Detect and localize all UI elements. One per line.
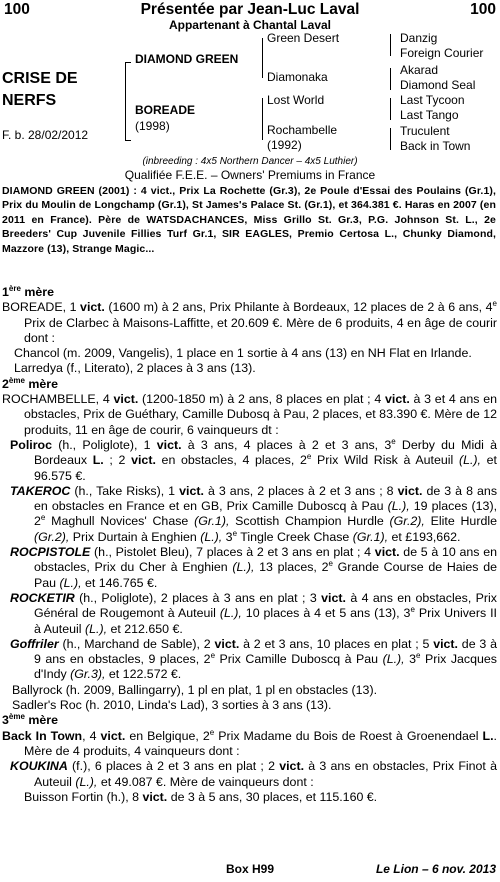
produce-goffriler: Goffriler (h., Marchand de Sable), 2 vict. à 2 et 3 ans, 10 places en plat ; 5 vict. de 3 à 9 ans en obstacles, 9 places, 2e Prix Camille Duboscq à Pau (L.), 3e Prix Jacques d'Indy (Gr.3), et 122.572 €. bbox=[10, 636, 497, 682]
ggp-7: Truculent bbox=[400, 124, 450, 138]
dam2-produce-ballyrock: Ballyrock (h. 2009, Ballingarry), 1 pl en plat, 1 pl en obstacles (13). bbox=[12, 682, 378, 697]
dam2-produce-sadlers-roc: Sadler's Roc (h. 2010, Linda's Lad), 3 sorties à 3 ans (13). bbox=[12, 698, 332, 713]
dam3-record: Back In Town, 4 vict. en Belgique, 2e Prix Madame du Bois de Roest à Groenendael L.. Mère de 4 produits, 4 vainqueurs dont : bbox=[2, 727, 497, 758]
horse-name-line2: NERFS bbox=[2, 92, 57, 109]
produce-rocpistole: ROCPISTOLE (h., Pistolet Bleu), 7 places à 2 et 3 ans en plat ; 4 vict. de 5 à 10 ans en obstacles, Prix du Cher à Enghien (L.), 13 places, 2e Grande Course de Haies de Pau (L.), et 146.765 €. bbox=[10, 545, 498, 590]
dam2-record: ROCHAMBELLE, 4 vict. (1200-1850 m) à 2 ans, 8 places en plat ; 4 vict. à 3 et 4 ans en obstacles, Prix de Guéthary, Camille Dubosq à Pau, 2 places, et 83.390 €. Mère de 12 produits, 11 en âge de courir, 6 vainqueurs dt : bbox=[2, 392, 498, 437]
ggp-1: Danzig bbox=[400, 31, 438, 45]
dam3-heading: 3ème mère bbox=[2, 712, 58, 728]
sale-info: Le Lion – 6 nov. 2013 bbox=[375, 862, 496, 876]
bracket-main-bottom bbox=[125, 140, 131, 141]
family-section bbox=[2, 285, 497, 805]
lot-number-left: 100 bbox=[4, 1, 30, 18]
pedigree-dam: BOREADE bbox=[135, 103, 196, 117]
sire-description: DIAMOND GREEN (2001) : 4 vict., Prix La Rochette (Gr.3), 2e Poule d'Essai des Poulains (Gr.1), Prix du Moulin de Longchamp (Gr.1), St James's Palace St. (Gr.1), et 364.381 €. Haras en 2007 (en 2011 en France). Père de WATSDACHANCES, Miss Grillo St. Gr.3, P.G. Johnson St. L., 2e Breeders' Cup Juvenile Fillies Turf Gr.1, SIR EAGLES, Premio Certosa L., Chunky Diamond, Mazzore (13), Strange Magic... bbox=[2, 185, 496, 255]
bracket-dam bbox=[262, 98, 263, 140]
box-number: Box H99 bbox=[225, 862, 275, 876]
bracket-g3-1 bbox=[390, 34, 391, 56]
pedigree-dam-year: (1998) bbox=[135, 119, 170, 133]
consignor-title: Présentée par Jean-Luc Laval bbox=[140, 1, 360, 18]
dam1-produce-2: Larredya (f., Literato), 2 places à 3 ans (13). bbox=[14, 361, 256, 376]
bracket-g3-2 bbox=[390, 68, 391, 90]
ggp-3: Akarad bbox=[400, 63, 439, 77]
pedigree-dam-dam: Rochambelle bbox=[267, 123, 338, 137]
dam1-heading: 1ère mère bbox=[2, 283, 54, 299]
pedigree-sire: DIAMOND GREEN bbox=[135, 52, 239, 66]
bracket-g3-4 bbox=[390, 128, 391, 150]
pedigree-sire-dam: Diamonaka bbox=[267, 70, 328, 84]
catalogue-header bbox=[4, 1, 496, 19]
ggp-8: Back in Town bbox=[400, 139, 471, 153]
dam2-heading: 2ème mère bbox=[2, 375, 58, 391]
ggp-5: Last Tycoon bbox=[400, 93, 465, 107]
pedigree-dam-sire: Lost World bbox=[267, 93, 325, 107]
produce-takeroc: TAKEROC (h., Take Risks), 1 vict. à 3 ans, 2 places à 2 et 3 ans ; 8 vict. de 3 à 8 ans en obstacles en France et en GB, Prix Camille Duboscq à Pau (L.), 19 places (13), 2e Maghull Novices' Chase (Gr.1), Scottish Champion Hurdle (Gr.2), Elite Hurdle (Gr.2), Prix Durtain à Enghien (L.), 3e Tingle Creek Chase (Gr.1), et £193,662. bbox=[10, 483, 498, 544]
bracket-main-top bbox=[125, 62, 131, 63]
dam1-record: BOREADE, 1 vict. (1600 m) à 2 ans, Prix Philante à Bordeaux, 12 places de 2 à 6 ans, 4e Prix de Clarbec à Maisons-Laffitte, et 20.609 €. Mère de 6 produits, 4 en âge de courir dont : bbox=[2, 299, 497, 345]
bracket-g3-3 bbox=[390, 98, 391, 120]
inbreeding-note: (inbreeding : 4x5 Northern Dancer – 4x5 Luthier) bbox=[142, 156, 358, 167]
bracket-sire bbox=[262, 38, 263, 78]
page-footer bbox=[0, 862, 500, 880]
ggp-2: Foreign Courier bbox=[400, 46, 484, 60]
produce-poliroc: Poliroc (h., Poliglote), 1 vict. à 3 ans, 4 places à 2 et 3 ans, 3e Derby du Midi à Bordeaux L. ; 2 vict. en obstacles, 4 places, 2e Prix Wild Risk à Auteuil (L.), et 96.575 €. bbox=[10, 436, 498, 483]
qualification-note: Qualifiée F.E.E. – Owners' Premiums in France bbox=[124, 168, 376, 182]
horse-name-line1: CRISE DE bbox=[2, 70, 78, 87]
owner-line: Appartenant à Chantal Laval bbox=[168, 18, 332, 32]
produce-rocketir: ROCKETIR (h., Poliglote), 2 places à 3 ans en plat ; 3 vict. à 4 ans en obstacles, Prix Général de Rougemont à Auteuil (L.), 10 places à 4 et 5 ans (13), 3e Prix Univers II à Auteuil (L.), et 212.650 €. bbox=[10, 590, 498, 636]
foaling-info: F. b. 28/02/2012 bbox=[2, 128, 89, 142]
dam1-produce-1: Chancol (m. 2009, Vangelis), 1 place en 1 sortie à 4 ans (13) en NH Flat en Irlande. bbox=[14, 346, 472, 361]
produce-buisson-fortin: Buisson Fortin (h.), 8 vict. de 3 à 5 ans, 30 places, et 115.160 €. bbox=[24, 789, 378, 804]
produce-koukina: KOUKINA (f.), 6 places à 2 et 3 ans en plat ; 2 vict. à 3 ans en obstacles, Prix Finot à Auteuil (L.), et 49.087 €. Mère de vainqueurs dont : bbox=[10, 759, 497, 789]
lot-number-right: 100 bbox=[470, 1, 496, 18]
ggp-4: Diamond Seal bbox=[400, 78, 476, 92]
ggp-6: Last Tango bbox=[400, 108, 459, 122]
bracket-main bbox=[125, 62, 126, 140]
pedigree-chart bbox=[0, 32, 500, 156]
horse-name bbox=[2, 68, 78, 112]
pedigree-dam-dam-year: (1992) bbox=[267, 138, 302, 152]
pedigree-sire-sire: Green Desert bbox=[267, 31, 340, 45]
